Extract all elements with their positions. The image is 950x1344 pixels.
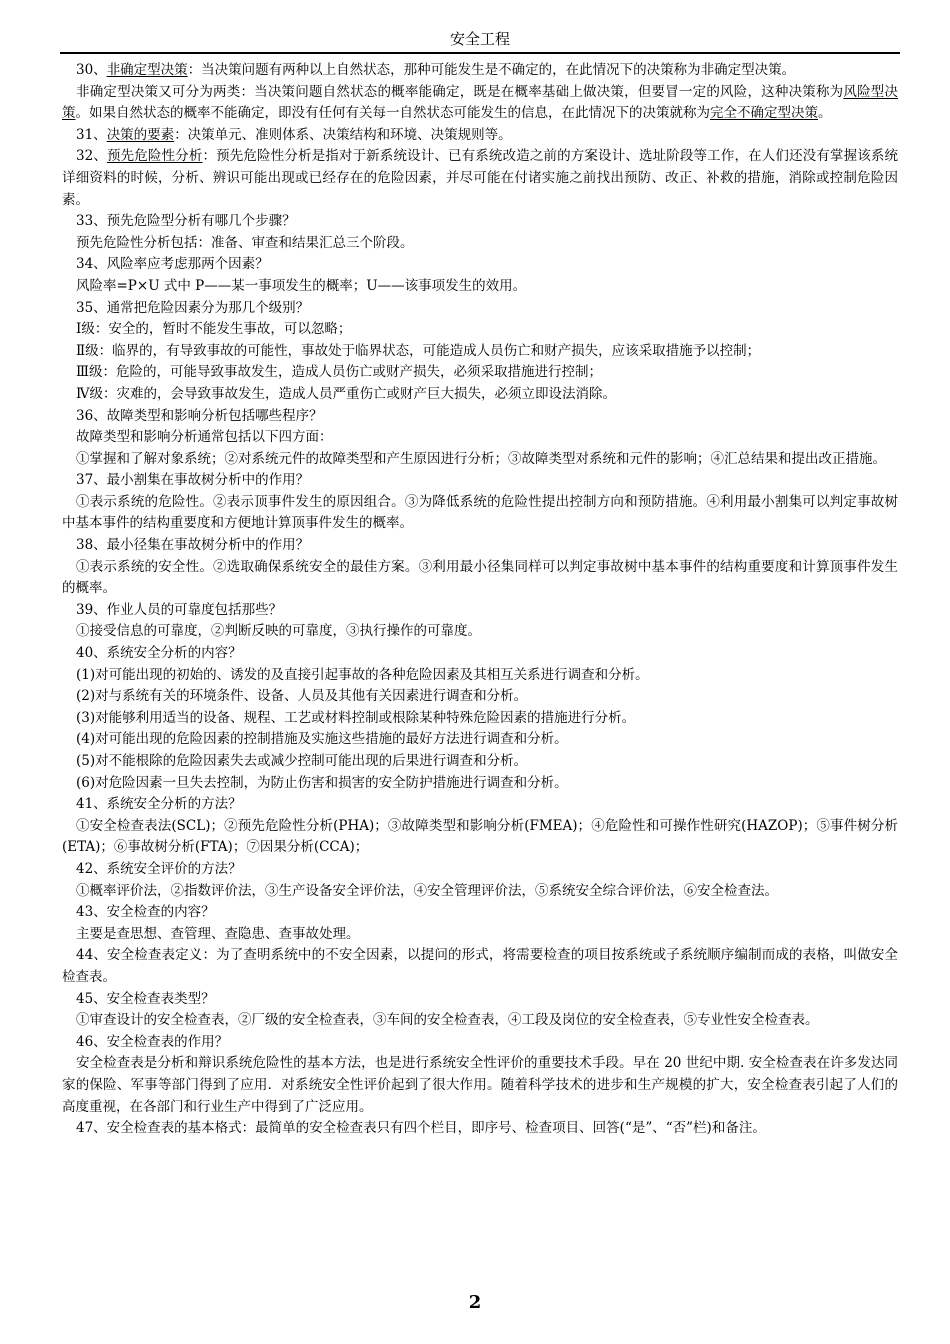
paragraph [62, 254, 898, 276]
paragraph [62, 449, 898, 471]
paragraph [62, 384, 898, 406]
paragraph [62, 794, 898, 816]
paragraph [62, 1118, 898, 1140]
text-run: 47、安全检查表的基本格式：最简单的安全检查表只有四个栏目，即序号、检查项目、回答(“是”、“否”栏)和备注。 [76, 1120, 766, 1137]
text-run: 。 [818, 105, 832, 122]
paragraph [62, 751, 898, 773]
paragraph [62, 1010, 898, 1032]
paragraph [62, 859, 898, 881]
text-run: 故障类型和影响分析通常包括以下四方面： [76, 429, 333, 446]
text-run: ：当决策问题有两种以上自然状态，那种可能发生是不确定的，在此情况下的决策称为非确定型决策。 [187, 62, 796, 78]
paragraph [62, 902, 898, 924]
text-run: Ⅱ级：临界的，有导致事故的可能性，事故处于临界状态，可能造成人员伤亡和财产损失，应该采取措施予以控制； [76, 342, 761, 359]
text-run: 33、预先危险型分析有哪几个步骤？ [76, 213, 296, 230]
paragraph [62, 1032, 898, 1054]
text-run: Ⅳ级：灾难的，会导致事故发生，造成人员严重伤亡或财产巨大损失，必须立即设法消除。 [76, 385, 616, 402]
paragraph [62, 643, 898, 665]
paragraph [62, 924, 898, 946]
text-run: 36、故障类型和影响分析包括哪些程序？ [76, 407, 323, 424]
text-run: 39、作业人员的可靠度包括那些？ [76, 601, 283, 618]
text-run: ①概率评价法，②指数评价法，③生产设备安全评价法，④安全管理评价法，⑤系统安全综合评价法，⑥安全检查法。 [76, 882, 778, 899]
underlined-term: 决策的要素 [106, 126, 175, 143]
text-run: 31、 [76, 126, 107, 143]
paragraph [62, 60, 898, 82]
text-run: 32、 [76, 148, 107, 165]
text-run: 37、最小割集在事故树分析中的作用？ [76, 472, 310, 489]
paragraph [62, 319, 898, 341]
page-number: 2 [468, 1292, 482, 1313]
paragraph [62, 82, 898, 125]
underlined-term: 完全不确定型决策 [710, 105, 818, 122]
text-run: 30、 [76, 62, 107, 78]
paragraph [62, 298, 898, 320]
paragraph [62, 557, 898, 600]
underlined-term: 风险型决策 [62, 83, 899, 122]
text-run: ：决策单元、准则体系、决策结构和环境、决策规则等。 [174, 126, 512, 143]
text-run: ①审查设计的安全检查表，②厂级的安全检查表，③车间的安全检查表，④工段及岗位的安全检查表，⑤专业性安全检查表。 [76, 1012, 819, 1029]
paragraph [62, 362, 898, 384]
text-run: ：预先危险性分析是指对于新系统设计、已有系统改造之前的方案设计、选址阶段等工作，在人们还没有掌握该系统详细资料的时候，分析、辨识可能出现或已经存在的危险因素，并尽可能在付诸实施之前找出预防、改正、补救的措施，消除或控制危险因素。 [62, 148, 899, 208]
header-title: 安全工程 [449, 30, 510, 48]
text-run: 43、安全检查的内容？ [76, 904, 215, 921]
paragraph [62, 470, 898, 492]
text-run: (2)对与系统有关的环境条件、设备、人员及其他有关因素进行调查和分析。 [76, 688, 528, 705]
text-run: 40、系统安全分析的内容？ [76, 645, 242, 662]
header-divider [60, 52, 900, 54]
text-run: 41、系统安全分析的方法？ [76, 796, 242, 813]
paragraph [62, 989, 898, 1011]
text-run: (3)对能够利用适当的设备、规程、工艺或材料控制或根除某种特殊危险因素的措施进行分析。 [76, 709, 636, 726]
text-run: 。如果自然状态的概率不能确定，即没有任何有关每一自然状态可能发生的信息，在此情况下的决策就称为 [75, 105, 710, 122]
paragraph [62, 535, 898, 557]
document-body [62, 60, 898, 1140]
text-run: Ⅲ级：危险的，可能导致事故发生，造成人员伤亡或财产损失，必须采取措施进行控制； [76, 364, 603, 381]
underlined-term: 非确定型决策 [106, 62, 188, 78]
text-run: ①接受信息的可靠度，②判断反映的可靠度，③执行操作的可靠度。 [76, 623, 481, 640]
paragraph [62, 665, 898, 687]
paragraph [62, 427, 898, 449]
text-run: 45、安全检查表类型？ [76, 990, 215, 1007]
paragraph [62, 146, 898, 211]
paragraph [62, 211, 898, 233]
text-run: ①表示系统的安全性。②选取确保系统安全的最佳方案。③利用最小径集同样可以判定事故树中基本事件的结构重要度和计算顶事件发生的概率。 [62, 558, 898, 597]
paragraph [62, 773, 898, 795]
text-run: 34、风险率应考虑那两个因素？ [76, 256, 269, 273]
paragraph [62, 621, 898, 643]
text-run: (1)对可能出现的初始的、诱发的及直接引起事故的各种危险因素及其相互关系进行调查和分析。 [76, 666, 649, 683]
text-run: 非确定型决策又可分为两类：当决策问题自然状态的概率能确定，既是在概率基础上做决策，但要冒一定的风险，这种决策称为 [76, 83, 844, 100]
text-run: ①掌握和了解对象系统；②对系统元件的故障类型和产生原因进行分析；③故障类型对系统和元件的影响；④汇总结果和提出改正措施。 [76, 450, 886, 467]
text-run: ①表示系统的危险性。②表示顶事件发生的原因组合。③为降低系统的危险性提出控制方向和预防措施。④利用最小割集可以判定事故树中基本事件的结构重要度和方便地计算顶事件发生的概率。 [62, 493, 898, 532]
text-run: Ⅰ级：安全的，暂时不能发生事故，可以忽略； [76, 321, 352, 338]
text-run: 38、最小径集在事故树分析中的作用？ [76, 537, 310, 554]
text-run: (5)对不能根除的危险因素失去或减少控制可能出现的后果进行调查和分析。 [76, 753, 528, 769]
paragraph [62, 945, 898, 988]
paragraph [62, 406, 898, 428]
text-run: 安全检查表是分析和辩识系统危险性的基本方法，也是进行系统安全性评价的重要技术手段。早在 20 世纪中期. 安全检查表在许多发达同家的保险、军事等部门得到了应用．对系统安全性评价起到了很大作用。随着科学技术的进步和生产规模的扩大，安全检查表引起了人们的高度重视，在各部门和行业生产中得到了广泛应用。 [62, 1055, 898, 1115]
text-run: 44、安全检查表定义：为了查明系统中的不安全因素，以提问的形式，将需要检查的项目按系统或子系统顺序编制而成的表格，叫做安全检查表。 [62, 947, 898, 985]
text-run: 风险率=P×U 式中 P——某一事项发生的概率；U——该事项发生的效用。 [76, 277, 527, 294]
paragraph [62, 492, 898, 535]
text-run: 42、系统安全评价的方法？ [76, 860, 242, 877]
paragraph [62, 881, 898, 903]
paragraph [62, 1053, 898, 1118]
paragraph [62, 729, 898, 751]
paragraph [62, 708, 898, 730]
text-run: ①安全检查表法(SCL)；②预先危险性分析(PHA)；③故障类型和影响分析(FMEA)；④危险性和可操作性研究(HAZOP)；⑤事件树分析(ETA)；⑥事故树分析(FTA)；⑦因果分析(CCA)； [62, 817, 898, 856]
paragraph [62, 276, 898, 298]
text-run: (4)对可能出现的危险因素的控制措施及实施这些措施的最好方法进行调查和分析。 [76, 731, 568, 748]
paragraph [62, 816, 898, 859]
text-run: 预先危险性分析包括：准备、审查和结果汇总三个阶段。 [76, 234, 414, 251]
paragraph [62, 600, 898, 622]
paragraph [62, 341, 898, 363]
text-run: 46、安全检查表的作用？ [76, 1033, 229, 1050]
paragraph [62, 686, 898, 708]
underlined-term: 预先危险性分析 [106, 148, 203, 165]
paragraph [62, 125, 898, 147]
text-run: 35、通常把危险因素分为那几个级别？ [76, 299, 310, 316]
paragraph [62, 233, 898, 255]
page-header [60, 28, 900, 52]
text-run: (6)对危险因素一旦失去控制，为防止伤害和损害的安全防护措施进行调查和分析。 [76, 774, 568, 791]
text-run: 主要是查思想、查管理、查隐患、查事故处理。 [76, 925, 360, 942]
